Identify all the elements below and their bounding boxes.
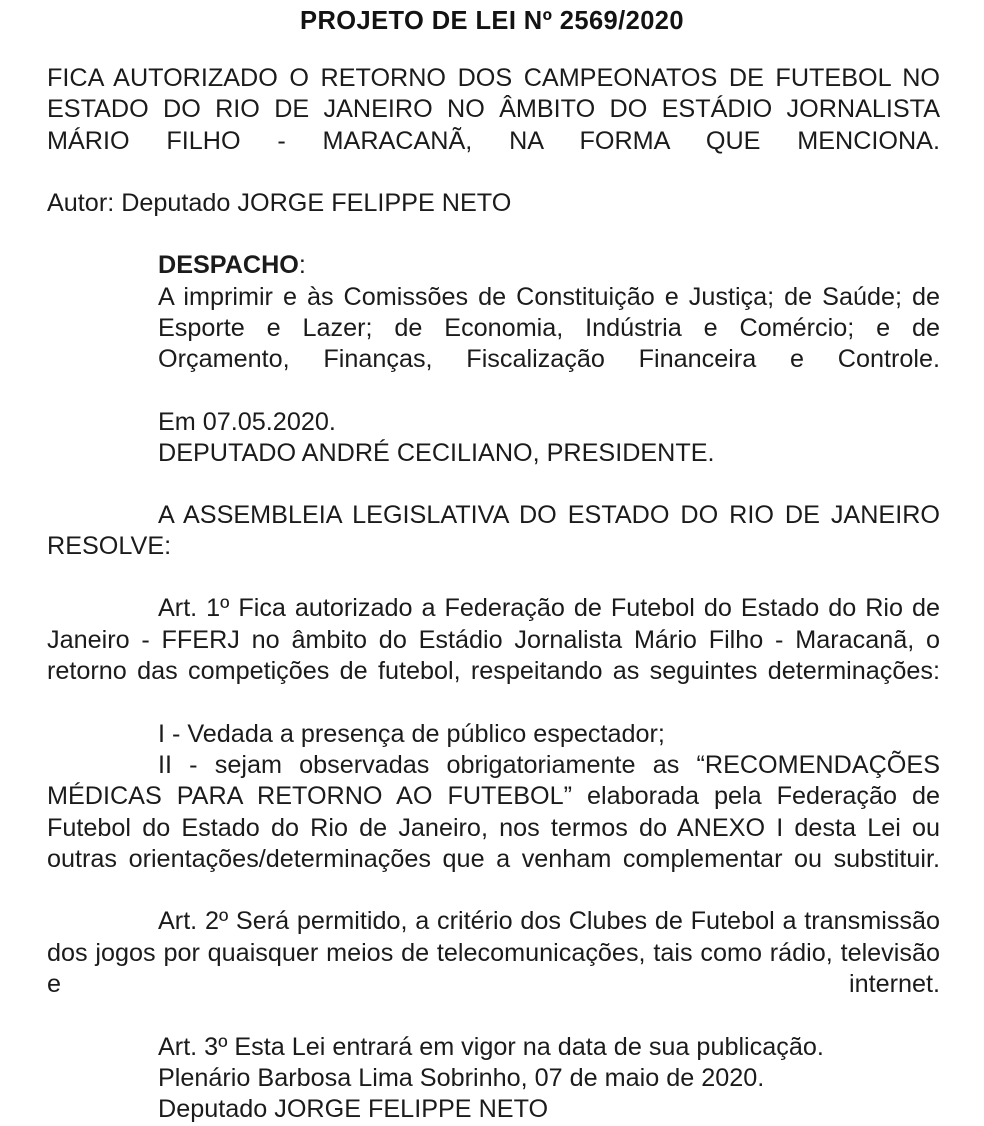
closing-signature: Deputado JORGE FELIPPE NETO — [158, 1095, 549, 1124]
despacho-block — [47, 250, 947, 469]
despacho-date: Em 07.05.2020. — [158, 407, 336, 436]
despacho-heading-colon: : — [298, 251, 306, 280]
bill-ementa: FICA AUTORIZADO O RETORNO DOS CAMPEONATOS DE FUTEBOL NO ESTADO DO RIO DE JANEIRO NO ÂMBITO DO ESTÁDIO JORNALISTA MÁRIO FILHO - MARACANÃ, NA FORMA QUE MENCIONA. — [47, 64, 947, 155]
page-title: PROJETO DE LEI Nº 2569/2020 — [300, 7, 684, 35]
article-1-inciso-i: I - Vedada a presença de público espectador; — [158, 719, 665, 748]
article-1: Art. 1º Fica autorizado a Federação de Futebol do Estado do Rio de Janeiro - FFERJ no âmbito do Estádio Jornalista Mário Filho - Maracanã, o retorno das competições de futebol, respeitando as seguintes determinações: — [47, 594, 947, 686]
despacho-body: A imprimir e às Comissões de Constituição e Justiça; de Saúde; de Esporte e Lazer; de Economia, Indústria e Comércio; e de Orçamento, Finanças, Fiscalização Financeira e Controle. — [158, 282, 947, 374]
despacho-signature: DEPUTADO ANDRÉ CECILIANO, PRESIDENTE. — [158, 439, 715, 468]
bill-preamble: A ASSEMBLEIA LEGISLATIVA DO ESTADO DO RIO DE JANEIRO RESOLVE: — [47, 500, 947, 560]
article-3: Art. 3º Esta Lei entrará em vigor na data de sua publicação. — [158, 1032, 824, 1061]
spacer-before-despacho — [47, 219, 940, 250]
article-2: Art. 2º Será permitido, a critério dos Clubes de Futebol a transmissão dos jogos por quaisquer meios de telecomunicações, tais como rádio, televisão e internet. — [47, 907, 947, 999]
spacer-before-preamble — [47, 470, 940, 500]
closing-place-date: Plenário Barbosa Lima Sobrinho, 07 de maio de 2020. — [158, 1063, 765, 1092]
bill-author-line: Autor: Deputado JORGE FELIPPE NETO — [47, 189, 512, 218]
despacho-heading-row — [158, 250, 940, 281]
despacho-heading: DESPACHO — [158, 251, 299, 280]
article-1-inciso-ii: II - sejam observadas obrigatoriamente as “RECOMENDAÇÕES MÉDICAS PARA RETORNO AO FUTEBOL” elaborada pela Federação de Futebol do Estado do Rio de Janeiro, nos termos do ANEXO I desta Lei ou outras orientações/determinações que a venham complementar ou substituir. — [47, 750, 947, 873]
document-body — [47, 63, 947, 1126]
